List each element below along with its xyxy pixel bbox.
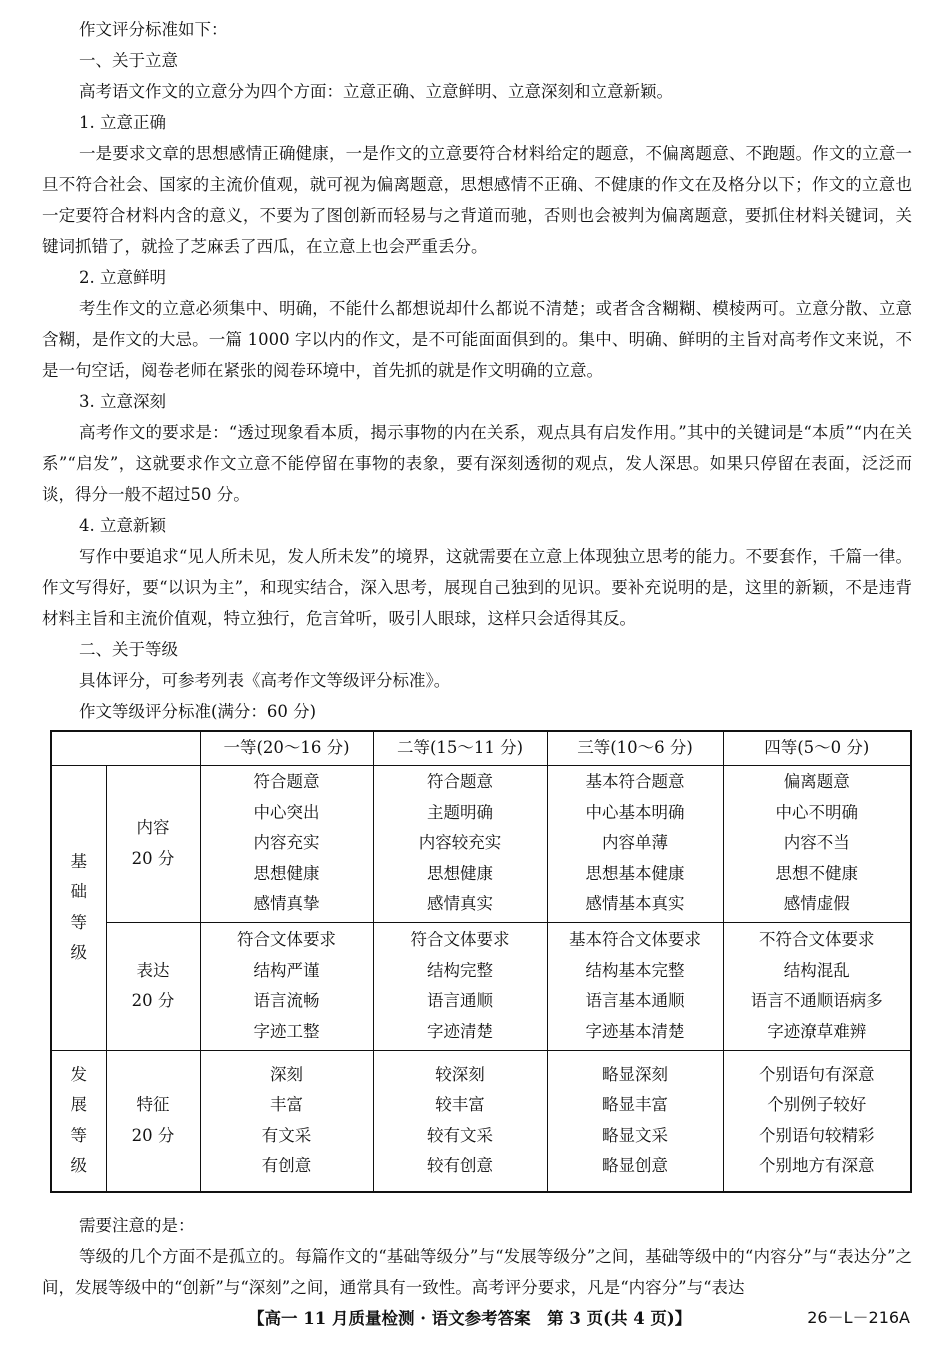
- group-label-basic: [51, 765, 106, 1050]
- cell-line: 不符合文体要求: [759, 930, 875, 949]
- cell-line: 深刻: [270, 1064, 303, 1084]
- cell-line: 字迹基本清楚: [585, 1021, 685, 1041]
- cell-line: 有创意: [261, 1156, 312, 1176]
- cell-line: 较有创意: [427, 1156, 493, 1176]
- cell-line: 字迹工整: [253, 1021, 320, 1041]
- footer-title: 【高一 11 月质量检测 · 语文参考答案 第 3 页(共 4 页)】: [248, 1309, 692, 1328]
- sub-heading: 2. 立意鲜明: [79, 268, 166, 287]
- cell-line: 内容不当: [783, 833, 850, 853]
- intro-line: 作文评分标准如下：: [79, 20, 228, 39]
- header-cell: 三等(10～6 分): [547, 731, 723, 765]
- block-2: [42, 262, 912, 386]
- cell-line: 中心基本明确: [585, 802, 685, 822]
- cell-line: 有文采: [261, 1125, 312, 1145]
- table-cell: [723, 765, 911, 922]
- table-cell: [547, 1050, 723, 1192]
- group-char: 等: [70, 912, 87, 932]
- cell-line: 语言基本通顺: [585, 991, 685, 1010]
- block-3: [42, 386, 912, 510]
- header-cell: 一等(20～16 分): [200, 731, 373, 765]
- header-cell: 四等(5～0 分): [723, 731, 911, 765]
- section-heading: 一、关于立意: [79, 51, 178, 70]
- group-char: 基: [70, 851, 87, 871]
- sub-heading: 1. 立意正确: [79, 113, 166, 132]
- block-4: [42, 510, 912, 634]
- cell-line: 语言不通顺语病多: [750, 991, 883, 1010]
- group-char: 级: [70, 1156, 87, 1176]
- cell-line: 思想不健康: [775, 863, 858, 883]
- cell-line: 内容单薄: [602, 833, 668, 853]
- closing-block: [42, 1210, 912, 1303]
- cell-line: 符合题意: [253, 772, 320, 792]
- table-cell: [373, 922, 547, 1050]
- table-caption: 作文等级评分标准(满分：60 分): [79, 702, 317, 721]
- cell-line: 较深刻: [435, 1064, 485, 1084]
- cell-line: 偏离题意: [783, 772, 850, 792]
- table-row: [51, 1050, 911, 1192]
- cell-line: 略显创意: [602, 1156, 668, 1176]
- paragraph: 等级的几个方面不是孤立的。每篇作文的“基础等级分”与“发展等级分”之间，基础等级中的“内容分”与“表达分”之间，发展等级中的“创新”与“深刻”之间，通常具有一致性。高考评分要求，凡是“内容分”与“表达: [42, 1247, 912, 1297]
- cell-line: 较有文采: [427, 1125, 493, 1145]
- cell-line: 个别语句较精彩: [759, 1125, 875, 1145]
- table-cell: [723, 1050, 911, 1192]
- page-footer: [0, 1305, 950, 1335]
- table-cell: [547, 922, 723, 1050]
- table-row: [51, 922, 911, 1050]
- cell-line: 丰富: [270, 1095, 303, 1115]
- block-5: [42, 634, 912, 727]
- section-heading: 二、关于等级: [79, 640, 178, 659]
- table-cell: [200, 922, 373, 1050]
- cell-line: 结构完整: [427, 960, 493, 980]
- sub-heading: 3. 立意深刻: [79, 392, 166, 411]
- paragraph: 一是要求文章的思想感情正确健康，一是作文的立意要符合材料给定的题意，不偏离题意、不跑题。作文的立意一旦不符合社会、国家的主流价值观，就可视为偏离题意，思想感情不正确、不健康的作文在及格分以下；作文的立意也一定要符合材料内含的意义，不要为了图创新而轻易与之背道而驰，否则也会被判为偏离题意，要抓住材料关键词，关键词抓错了，就捡了芝麻丢了西瓜，在立意上也会严重丢分。: [42, 144, 912, 256]
- cell-line: 结构混乱: [783, 960, 850, 980]
- cell-line: 字迹清楚: [427, 1021, 493, 1041]
- cell-line: 中心不明确: [775, 802, 858, 822]
- cell-line: 思想基本健康: [585, 863, 685, 883]
- cell-line: 基本符合题意: [585, 772, 685, 792]
- cell-line: 思想健康: [427, 863, 493, 883]
- cell-line: 感情真实: [427, 894, 493, 914]
- table-cell: [200, 765, 373, 922]
- cell-line: 符合文体要求: [410, 930, 510, 949]
- cell-line: 感情真挚: [253, 894, 320, 914]
- intro-block: [42, 14, 912, 262]
- cell-line: 略显文采: [602, 1125, 668, 1145]
- table-cell: [200, 1050, 373, 1192]
- table-cell: [373, 1050, 547, 1192]
- cell-line: 语言流畅: [253, 991, 320, 1010]
- group-char: 发: [70, 1064, 87, 1084]
- cell-line: 思想健康: [253, 863, 320, 883]
- row-label: 表达: [136, 960, 170, 980]
- cell-line: 略显深刻: [602, 1064, 668, 1084]
- cell-line: 个别地方有深意: [759, 1156, 875, 1176]
- cell-line: 个别语句有深意: [759, 1064, 875, 1084]
- paragraph: 写作中要追求“见人所未见，发人所未发”的境界，这就需要在立意上体现独立思考的能力。不要套作，千篇一律。作文写得好，要“以识为主”，和现实结合，深入思考，展现自己独到的见识。要补充说明的是，这里的新颖，不是违背材料主旨和主流价值观，特立独行，危言耸听，吸引人眼球，这样只会适得其反。: [42, 547, 912, 628]
- group-char: 础: [70, 882, 87, 901]
- cell-line: 中心突出: [253, 802, 320, 822]
- cell-line: 感情虚假: [783, 894, 850, 914]
- grading-table: [50, 730, 912, 1193]
- row-label-features: [106, 1050, 200, 1192]
- text-line: 具体评分，可参考列表《高考作文等级评分标准》。: [79, 671, 451, 690]
- cell-line: 结构严谨: [253, 960, 320, 980]
- cell-line: 感情基本真实: [585, 894, 685, 914]
- table-corner: [51, 731, 200, 765]
- paragraph: 考生作文的立意必须集中、明确，不能什么都想说却什么都说不清楚；或者含含糊糊、模棱两可。立意分散、立意含糊，是作文的大忌。一篇 1000 字以内的作文，是不可能面面俱到的。集中、明确、鲜明的主旨对高考作文来说，不是一句空话，阅卷老师在紧张的阅卷环境中，首先抓的就是作文明确的立意。: [42, 299, 912, 380]
- row-label-expression: [106, 922, 200, 1050]
- cell-line: 略显丰富: [602, 1095, 668, 1115]
- row-label-content: [106, 765, 200, 922]
- cell-line: 内容充实: [253, 833, 320, 853]
- cell-line: 内容较充实: [418, 833, 502, 853]
- row-score: 20 分: [131, 1125, 175, 1145]
- intro-line: 高考语文作文的立意分为四个方面：立意正确、立意鲜明、立意深刻和立意新颖。: [79, 82, 673, 101]
- group-char: 展: [70, 1095, 87, 1115]
- cell-line: 结构基本完整: [585, 960, 685, 980]
- cell-line: 基本符合文体要求: [569, 930, 701, 949]
- cell-line: 字迹潦草难辨: [767, 1021, 867, 1041]
- note-heading: 需要注意的是：: [79, 1216, 195, 1235]
- table-row: [51, 765, 911, 922]
- table-cell: [547, 765, 723, 922]
- row-label: 内容: [136, 818, 170, 837]
- cell-line: 较丰富: [435, 1095, 485, 1115]
- row-score: 20 分: [131, 991, 175, 1010]
- row-score: 20 分: [131, 848, 175, 868]
- header-cell: 二等(15～11 分): [373, 731, 547, 765]
- sub-heading: 4. 立意新颖: [79, 516, 166, 535]
- group-char: 等: [70, 1125, 87, 1145]
- row-label: 特征: [136, 1095, 170, 1115]
- paragraph: 高考作文的要求是：“透过现象看本质，揭示事物的内在关系，观点具有启发作用。”其中的关键词是“本质”“内在关系”“启发”，这就要求作文立意不能停留在事物的表象，要有深刻透彻的观点，发人深思。如果只停留在表面，泛泛而谈，得分一般不超过50 分。: [42, 423, 912, 504]
- footer-code: 26－L－216A: [807, 1308, 910, 1327]
- group-char: 级: [70, 943, 87, 962]
- cell-line: 主题明确: [427, 802, 493, 822]
- table-cell: [373, 765, 547, 922]
- cell-line: 符合题意: [427, 772, 493, 792]
- group-label-development: [51, 1050, 106, 1192]
- cell-line: 语言通顺: [427, 991, 493, 1010]
- table-header-row: [51, 731, 911, 765]
- cell-line: 符合文体要求: [237, 930, 336, 949]
- cell-line: 个别例子较好: [767, 1095, 867, 1115]
- table-cell: [723, 922, 911, 1050]
